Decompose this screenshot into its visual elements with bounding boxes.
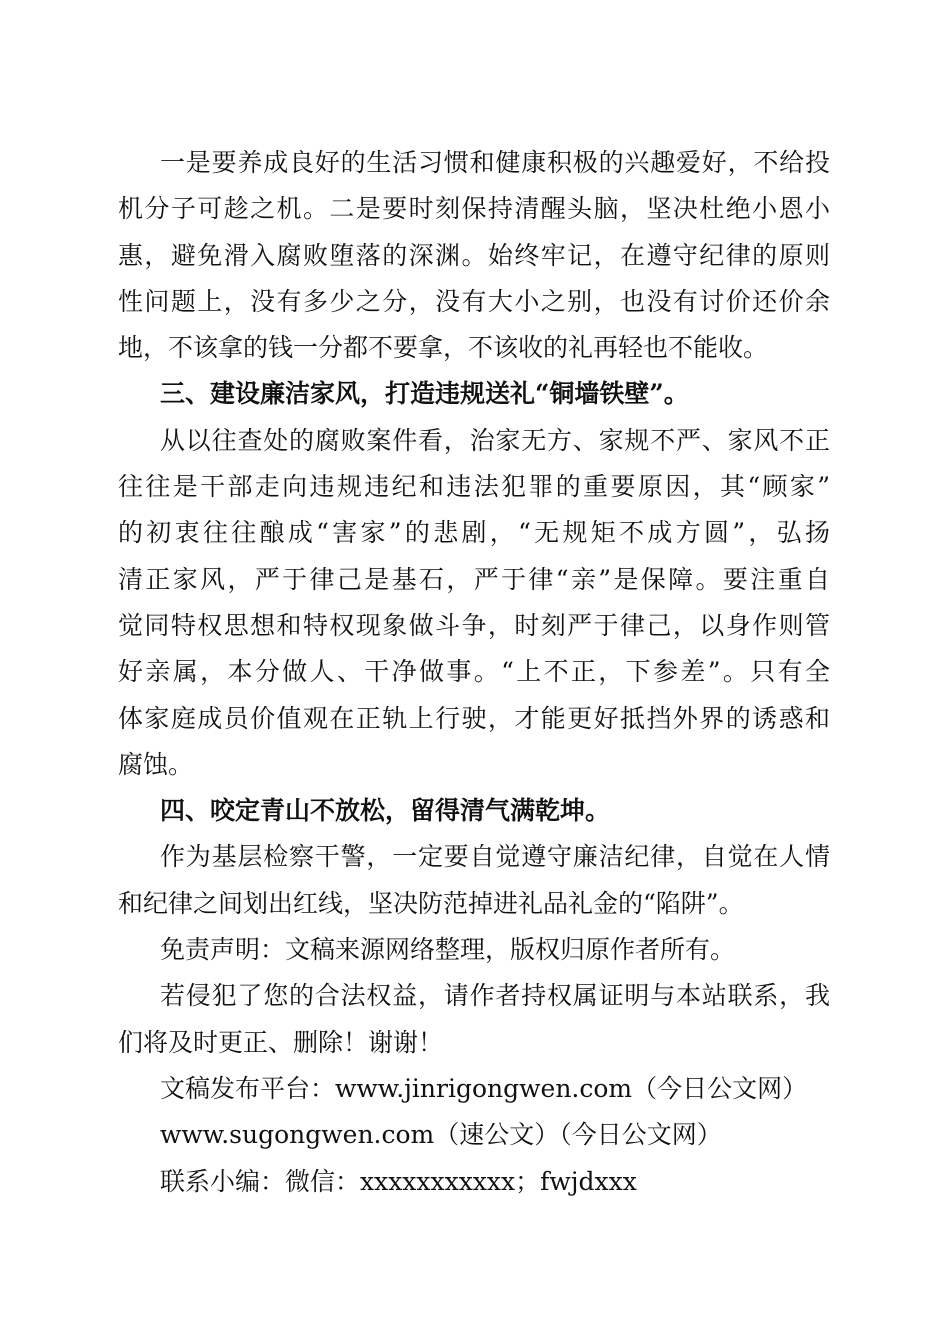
section-heading-3: 三、建设廉洁家风，打造违规送礼“铜墙铁壁”。 (160, 379, 689, 409)
text-line-11: 觉同特权思想和特权现象做斗争，时刻严于律己，以身作则管 (118, 610, 830, 640)
text-line-4: 性问题上，没有多少之分，没有大小之别，也没有讨价还价余 (118, 286, 830, 316)
text-line-12: 好亲属，本分做人、干净做事。“上不正，下参差”。只有全 (118, 657, 830, 687)
document-body (118, 140, 830, 1205)
text-line-2: 机分子可趁之机。二是要时刻保持清醒头脑，坚决杜绝小恩小 (118, 194, 830, 224)
text-line-13: 体家庭成员价值观在正轨上行驶，才能更好抵挡外界的诱惑和 (118, 703, 830, 733)
text-line-17: 和纪律之间划出红线，坚决防范掉进礼品礼金的“陷阱”。 (118, 888, 744, 918)
text-line-14: 腐蚀。 (118, 749, 194, 779)
text-line-10: 清正家风，严于律己是基石，严于律“亲”是保障。要注重自 (118, 564, 830, 594)
text-line-16: 作为基层检察干警，一定要自觉遵守廉洁纪律，自觉在人情 (160, 842, 830, 872)
publish-platform-line: 文稿发布平台：www.jinrigongwen.com（今日公文网） (160, 1073, 808, 1103)
text-line-9: 的初衷往往酿成“害家”的悲剧，“无规矩不成方圆”，弘扬 (118, 518, 830, 548)
text-line-7: 从以往查处的腐败案件看，治家无方、家规不严、家风不正 (160, 425, 830, 455)
publish-platform-line-2: www.sugongwen.com（速公文）（今日公文网） (160, 1120, 722, 1150)
text-line-3: 惠，避免滑入腐败堕落的深渊。始终牢记，在遵守纪律的原则 (118, 240, 830, 270)
contact-line: 联系小编：微信：xxxxxxxxxxx；fwjdxxx (160, 1166, 637, 1196)
text-line-5: 地，不该拿的钱一分都不要拿，不该收的礼再轻也不能收。 (118, 333, 769, 363)
disclaimer-line: 免责声明：文稿来源网络整理，版权归原作者所有。 (160, 935, 736, 965)
infringement-notice-line-2: 们将及时更正、删除！谢谢！ (118, 1027, 444, 1057)
text-line-8: 往往是干部走向违规违纪和违法犯罪的重要原因，其“顾家” (118, 472, 830, 502)
text-line-1: 一是要养成良好的生活习惯和健康积极的兴趣爱好，不给投 (160, 148, 830, 177)
infringement-notice-line-1: 若侵犯了您的合法权益，请作者持权属证明与本站联系，我 (160, 981, 830, 1011)
section-heading-4: 四、咬定青山不放松，留得清气满乾坤。 (160, 796, 611, 826)
